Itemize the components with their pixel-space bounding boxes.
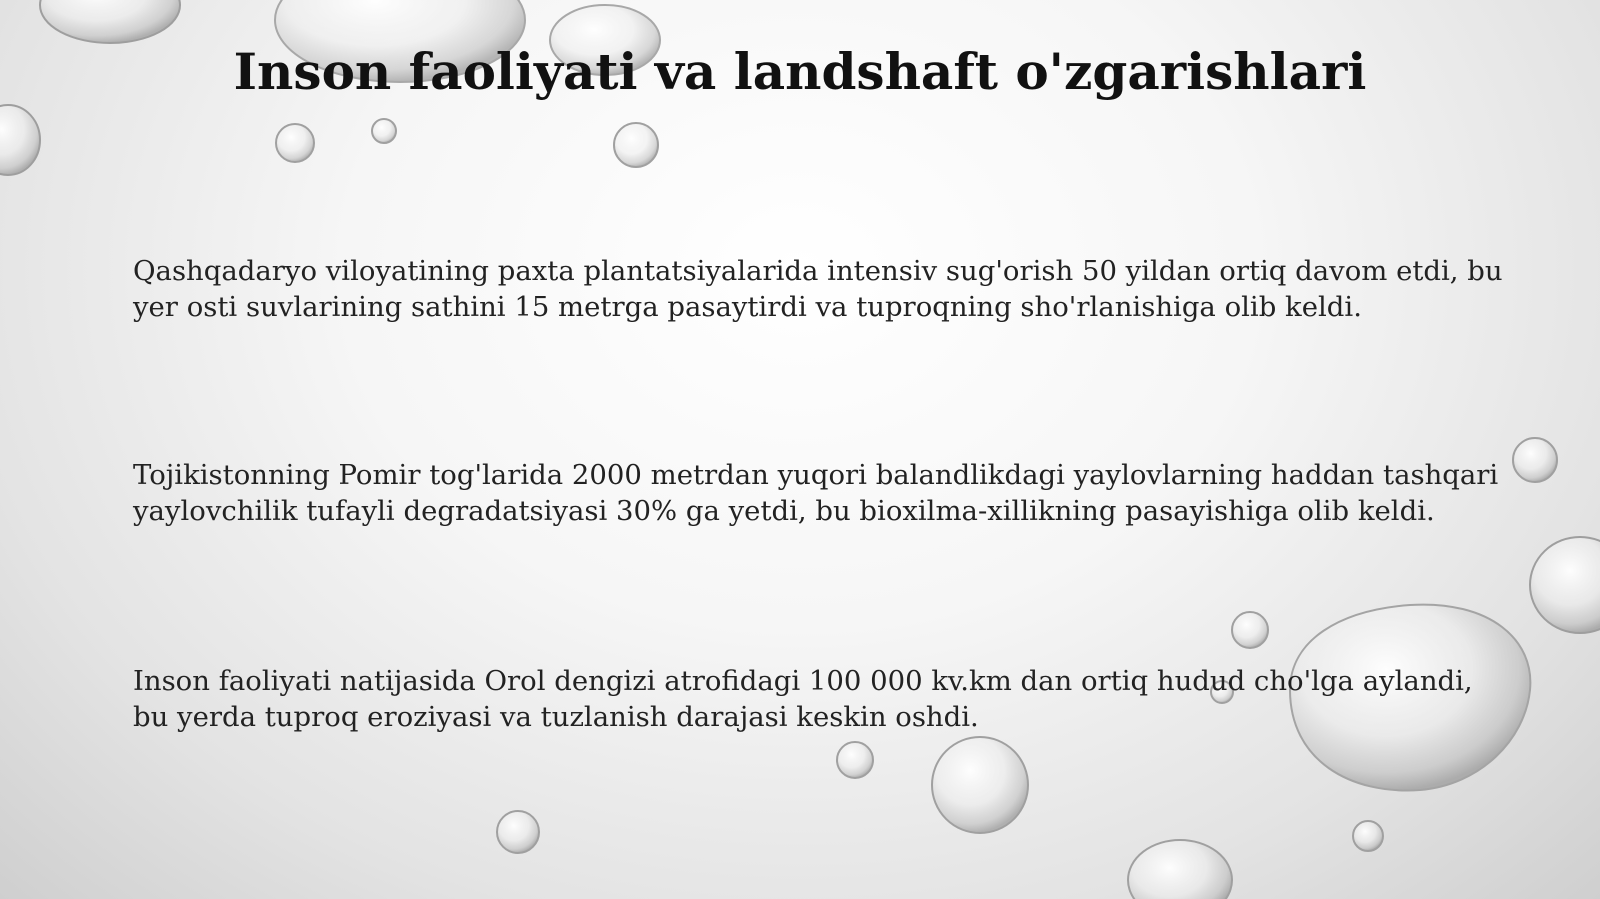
drop (0, 105, 40, 175)
drop (932, 737, 1028, 833)
paragraph-aral-sea: Inson faoliyati natijasida Orol dengizi atrofidagi 100 000 kv.km dan ortiq hudud cho'lga aylandi, bu yerda tuproq eroziyasi va tuzlanish darajasi keskin oshdi. (133, 665, 1473, 733)
drop (614, 123, 658, 167)
drop (276, 124, 314, 162)
drop (1513, 438, 1557, 482)
paragraph-irrigation: Qashqadaryo viloyatining paxta plantatsiyalarida intensiv sug'orish 50 yildan ortiq davom etdi, bu yer osti suvlarining sathini 15 metrga pasaytirdi va tuproqning sho'rlanishiga olib keldi. (133, 255, 1503, 323)
drop (1530, 537, 1600, 633)
drop (1353, 821, 1383, 851)
drop (372, 119, 396, 143)
drop (1232, 612, 1268, 648)
slide-title: Inson faoliyati va landshaft o'zgarishlari (233, 42, 1367, 101)
drop (1128, 840, 1232, 899)
paragraph-pasture-degradation: Tojikistonning Pomir tog'larida 2000 metrdan yuqori balandlikdagi yaylovlarning haddan tashqari yaylovchilik tufayli degradatsiyasi 30% ga yetdi, bu bioxilma-xillikning pasayishiga olib keldi. (133, 459, 1499, 527)
drop (40, 0, 180, 43)
drop (837, 742, 873, 778)
drop (497, 811, 539, 853)
